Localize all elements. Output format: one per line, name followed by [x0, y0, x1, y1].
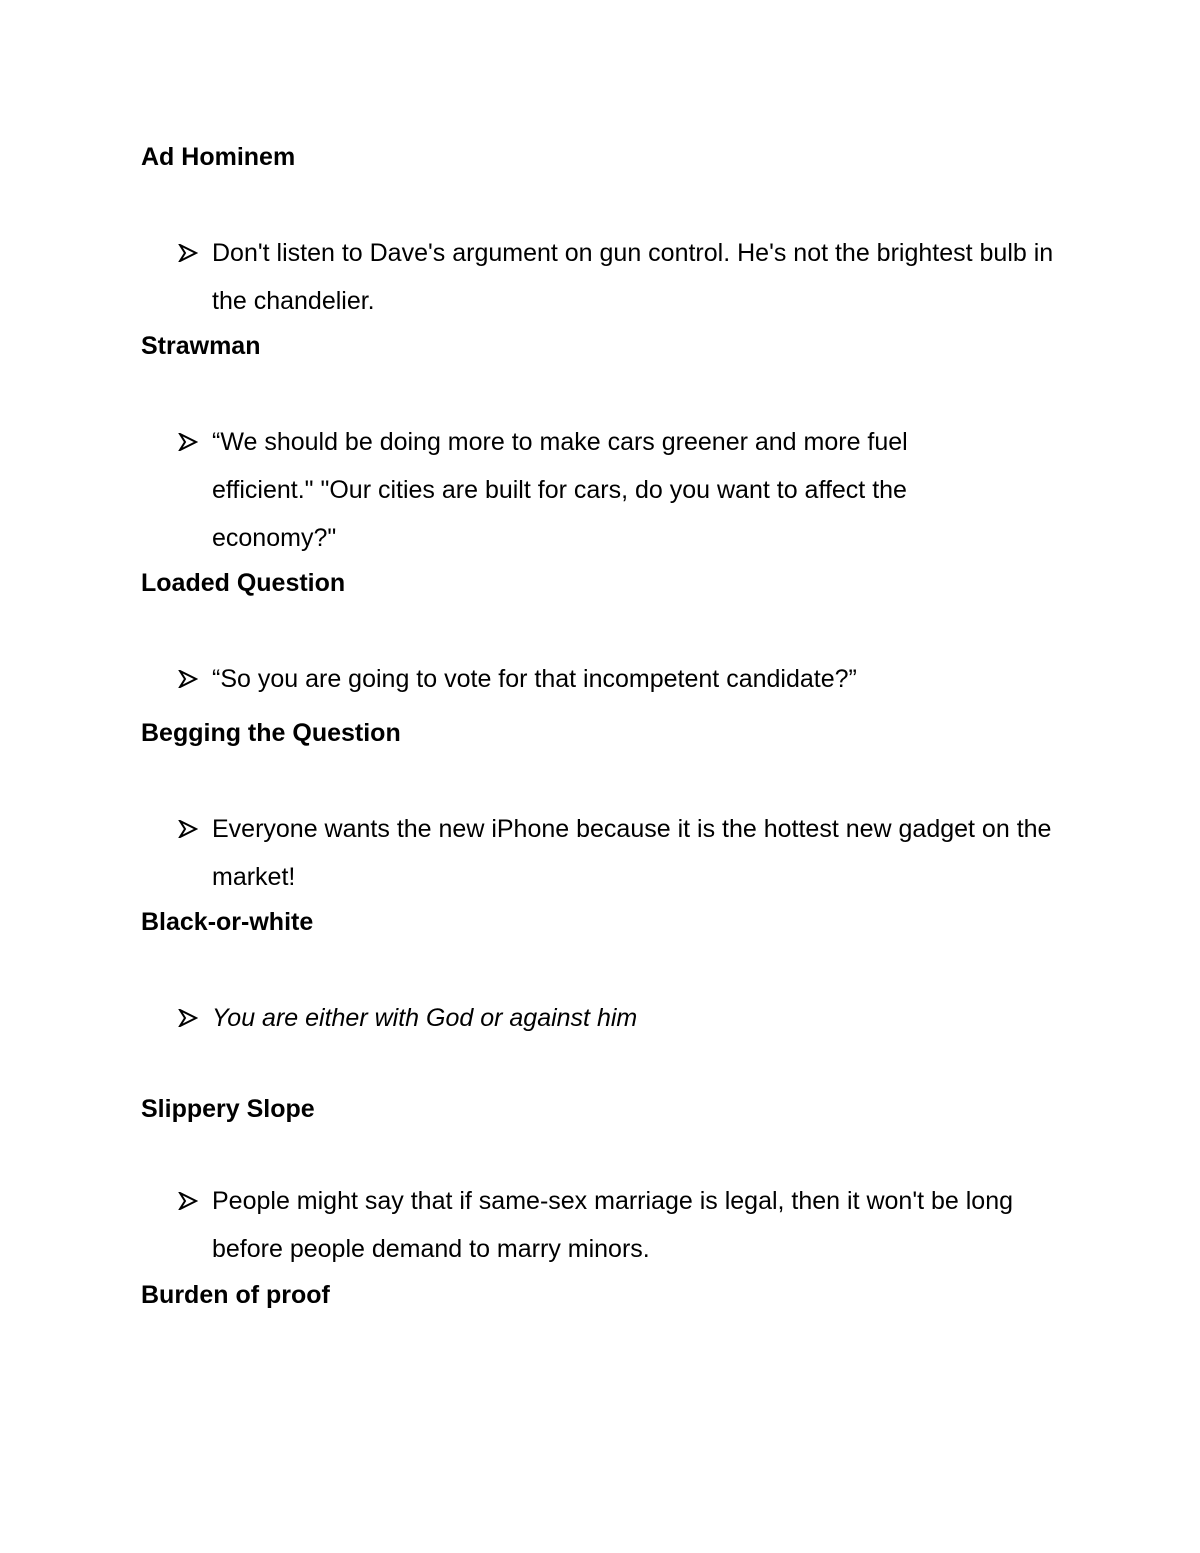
example-text: People might say that if same-sex marriage is legal, then it won't be long before people demand to marry minors. — [212, 1187, 1014, 1263]
heading-black-or-white: Black-or-white — [141, 908, 314, 936]
example-slippery-slope — [178, 1177, 1058, 1273]
example-strawman — [178, 418, 1058, 562]
heading-ad-hominem: Ad Hominem — [141, 143, 296, 171]
example-text: “So you are going to vote for that incompetent candidate?” — [212, 665, 857, 693]
example-text: Everyone wants the new iPhone because it is the hottest new gadget on the market! — [212, 815, 1052, 891]
example-text: Don't listen to Dave's argument on gun control. He's not the brightest bulb in the chandelier. — [212, 239, 1054, 315]
example-ad-hominem — [178, 229, 1058, 325]
arrow-bullet-icon — [178, 994, 212, 1042]
example-text: “We should be doing more to make cars greener and more fuel efficient." "Our cities are built for cars, do you want to affect the economy?" — [212, 428, 908, 552]
example-text: You are either with God or against him — [212, 1004, 638, 1032]
example-black-or-white — [178, 994, 1058, 1042]
arrow-bullet-icon — [178, 1177, 212, 1225]
example-loaded-question — [178, 655, 1058, 703]
heading-burden-of-proof: Burden of proof — [141, 1281, 330, 1309]
arrow-bullet-icon — [178, 229, 212, 277]
arrow-bullet-icon — [178, 805, 212, 853]
heading-slippery-slope: Slippery Slope — [141, 1095, 315, 1123]
example-begging-the-question — [178, 805, 1058, 901]
heading-strawman: Strawman — [141, 332, 261, 360]
arrow-bullet-icon — [178, 418, 212, 466]
heading-begging-the-question: Begging the Question — [141, 719, 401, 747]
arrow-bullet-icon — [178, 655, 212, 703]
heading-loaded-question: Loaded Question — [141, 569, 346, 597]
